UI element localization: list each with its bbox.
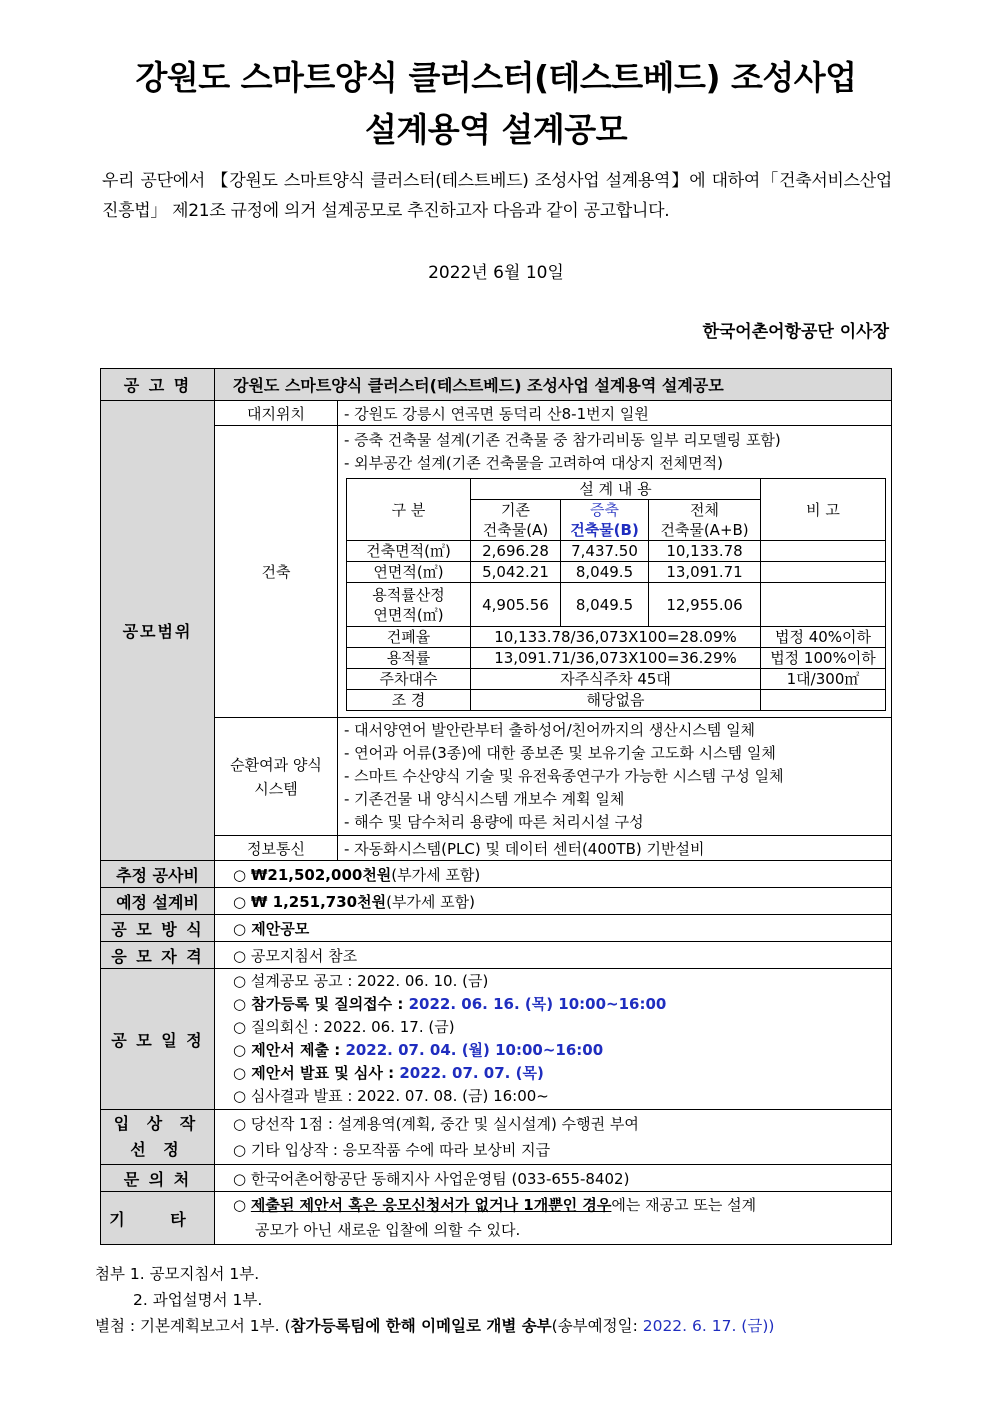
row-note (761, 562, 886, 583)
row-value-a: 2,696.28 (471, 541, 561, 562)
eligibility-value: ○ 공모지침서 참조 (215, 942, 892, 969)
landscape-value: 해당없음 (471, 690, 761, 711)
cost-row (101, 861, 892, 888)
ict-row (101, 836, 892, 861)
notice-value: 강원도 스마트양식 클러스터(테스트베드) 조성사업 설계용역 설계공모 (215, 369, 892, 401)
landscape-note (761, 690, 886, 711)
parking-row (347, 669, 886, 690)
area-header-addition-1: 증축 (590, 501, 619, 519)
row-note (761, 541, 886, 562)
area-header-addition-2: 건축물(B) (570, 521, 639, 539)
schedule-line-6: ○ 심사결과 발표 : 2022. 07. 08. (금) 16:00~ (233, 1087, 549, 1105)
landscape-label: 조 경 (347, 690, 471, 711)
schedule-line-5-date: 2022. 07. 07. (목) (399, 1064, 544, 1082)
announcement-date: 2022년 6월 10일 (428, 263, 564, 283)
bcr-note: 법정 40%이하 (761, 627, 886, 648)
aqua-line-1: - 대서양연어 발안란부터 출하성어/친어까지의 생산시스템 일체 (344, 721, 756, 739)
row-value-a: 4,905.56 (471, 583, 561, 627)
area-header-existing: 기존 건축물(A) (471, 500, 561, 541)
area-header-gubun: 구 분 (347, 479, 471, 541)
notice-table (100, 368, 892, 1245)
row-value-c: 13,091.71 (649, 562, 761, 583)
cost-mark: ○ (233, 865, 247, 884)
cost-label: 추정 공사비 (101, 861, 215, 888)
award-label-1: 입 상 작 (113, 1114, 202, 1133)
schedule-label: 공 모 일 정 (101, 969, 215, 1110)
intro-paragraph: 우리 공단에서 【강원도 스마트양식 클러스터(테스트베드) 조성사업 설계용역】에 대하여「건축서비스산업진흥법」 제21조 규정에 의거 설계공모로 추진하고자 다음과 같이 공고합니다. (102, 171, 892, 221)
row-label: 용적률산정 연면적(㎡) (347, 583, 471, 627)
attachment-separate-date: 2022. 6. 17. (금) (642, 1317, 769, 1335)
row-value-c: 10,133.78 (649, 541, 761, 562)
table-row (347, 541, 886, 562)
attachment-separate-schedule: (송부예정일: (551, 1317, 643, 1335)
attachment-separate-close: ) (768, 1317, 775, 1335)
far-value: 13,091.71/36,073X100=36.29% (471, 648, 761, 669)
arch-label: 건축 (215, 426, 338, 718)
schedule-line-2-label: ○ 참가등록 및 질의접수 : (233, 995, 409, 1013)
bcr-row (347, 627, 886, 648)
area-header-total: 전체 건축물(A+B) (649, 500, 761, 541)
schedule-line-1: ○ 설계공모 공고 : 2022. 06. 10. (금) (233, 972, 489, 990)
site-value: - 강원도 강릉시 연곡면 동덕리 산8-1번지 일원 (338, 401, 892, 426)
notice-label: 공 고 명 (101, 369, 215, 401)
issuer: 한국어촌어항공단 이사장 (702, 322, 889, 342)
row-note (761, 583, 886, 627)
etc-emphasis: 제출된 제안서 혹은 응모신청서가 없거나 1개뿐인 경우 (250, 1196, 612, 1214)
fee-label: 예정 설계비 (101, 888, 215, 915)
cost-amount: ₩21,502,000천원 (250, 865, 392, 884)
method-row (101, 915, 892, 942)
ict-label: 정보통신 (215, 836, 338, 861)
aqua-line-5: - 해수 및 담수처리 용량에 따른 처리시설 구성 (344, 813, 644, 831)
row-label: 연면적(㎡) (347, 562, 471, 583)
row-value-b: 7,437.50 (561, 541, 649, 562)
schedule-line-4-date: 2022. 07. 04. (월) 10:00~16:00 (345, 1041, 604, 1059)
aqua-line-2: - 연어과 어류(3종)에 대한 종보존 및 보유기술 고도화 시스템 일체 (344, 744, 776, 762)
contact-value: ○ 한국어촌어항공단 동해지사 사업운영팀 (033-655-8402) (215, 1165, 892, 1192)
contact-row (101, 1165, 892, 1192)
contact-label: 문 의 처 (101, 1165, 215, 1192)
cost-vat: (부가세 포함) (391, 865, 481, 884)
aqua-label: 순환여과 양식 시스템 (215, 718, 338, 836)
aqua-line-3: - 스마트 수산양식 기술 및 유전육종연구가 가능한 시스템 구성 일체 (344, 767, 784, 785)
row-value-c: 12,955.06 (649, 583, 761, 627)
row-value-a: 5,042.21 (471, 562, 561, 583)
far-row (347, 648, 886, 669)
notice-row (101, 369, 892, 401)
award-line-2: ○ 기타 입상작 : 응모작품 수에 따라 보상비 지급 (233, 1141, 551, 1159)
bcr-value: 10,133.78/36,073X100=28.09% (471, 627, 761, 648)
table-row (347, 583, 886, 627)
scope-label: 공모범위 (101, 401, 215, 861)
etc-label: 기 타 (101, 1192, 215, 1245)
parking-label: 주차대수 (347, 669, 471, 690)
schedule-line-5-label: ○ 제안서 발표 및 심사 : (233, 1064, 400, 1082)
aqua-line-4: - 기존건물 내 양식시스템 개보수 계획 일체 (344, 790, 625, 808)
row-value-b: 8,049.5 (561, 583, 649, 627)
page-subtitle: 설계용역 설계공모 (364, 110, 627, 149)
attachment-separate-text: 별첨 : 기본계획보고서 1부. ( (95, 1317, 291, 1335)
etc-rest-1: 에는 재공고 또는 설계 (611, 1196, 757, 1214)
parking-note: 1대/300㎡ (761, 669, 886, 690)
site-label: 대지위치 (215, 401, 338, 426)
area-header-design: 설 계 내 용 (471, 479, 761, 500)
ict-value: - 자동화시스템(PLC) 및 데이터 센터(400TB) 기반설비 (338, 836, 892, 861)
schedule-line-4-label: ○ 제안서 제출 : (233, 1041, 346, 1059)
arch-line-1: - 증축 건축물 설계(기존 건축물 중 참가리비동 일부 리모델링 포함) (344, 431, 781, 449)
parking-value: 자주식주차 45대 (471, 669, 761, 690)
fee-vat: (부가세 포함) (386, 892, 476, 911)
eligibility-label: 응 모 자 격 (101, 942, 215, 969)
eligibility-row (101, 942, 892, 969)
table-row (347, 562, 886, 583)
attachment-separate (95, 1314, 774, 1336)
area-header-note: 비 고 (761, 479, 886, 541)
attachment-1: 첨부 1. 공모지침서 1부. (95, 1265, 260, 1283)
arch-row (101, 426, 892, 718)
site-row (101, 401, 892, 426)
etc-rest-2: 공모가 아닌 새로운 입찰에 의할 수 있다. (255, 1221, 521, 1239)
award-row (101, 1110, 892, 1165)
award-line-1: ○ 당선작 1점 : 설계용역(계획, 중간 및 실시설계) 수행권 부여 (233, 1115, 639, 1133)
schedule-row (101, 969, 892, 1110)
fee-amount: ₩ 1,251,730천원 (250, 892, 387, 911)
page-title: 강원도 스마트양식 클러스터(테스트베드) 조성사업 (135, 58, 857, 97)
attachment-2: 2. 과업설명서 1부. (133, 1291, 263, 1309)
area-table (346, 478, 886, 711)
attachment-separate-emphasis: 참가등록팀에 한해 이메일로 개별 송부 (290, 1317, 552, 1335)
landscape-row (347, 690, 886, 711)
bcr-label: 건폐율 (347, 627, 471, 648)
fee-row (101, 888, 892, 915)
award-label-2: 선 정 (130, 1140, 185, 1159)
method-value: ○ 제안공모 (215, 915, 892, 942)
etc-row (101, 1192, 892, 1245)
row-label: 건축면적(㎡) (347, 541, 471, 562)
row-value-b: 8,049.5 (561, 562, 649, 583)
schedule-line-3: ○ 질의회신 : 2022. 06. 17. (금) (233, 1018, 455, 1036)
fee-mark: ○ (233, 892, 247, 911)
etc-mark: ○ (233, 1196, 251, 1214)
arch-line-2: - 외부공간 설계(기존 건축물을 고려하여 대상지 전체면적) (344, 454, 723, 472)
aqua-row (101, 718, 892, 836)
method-label: 공 모 방 식 (101, 915, 215, 942)
far-label: 용적률 (347, 648, 471, 669)
far-note: 법정 100%이하 (761, 648, 886, 669)
schedule-line-2-date: 2022. 06. 16. (목) 10:00~16:00 (408, 995, 667, 1013)
